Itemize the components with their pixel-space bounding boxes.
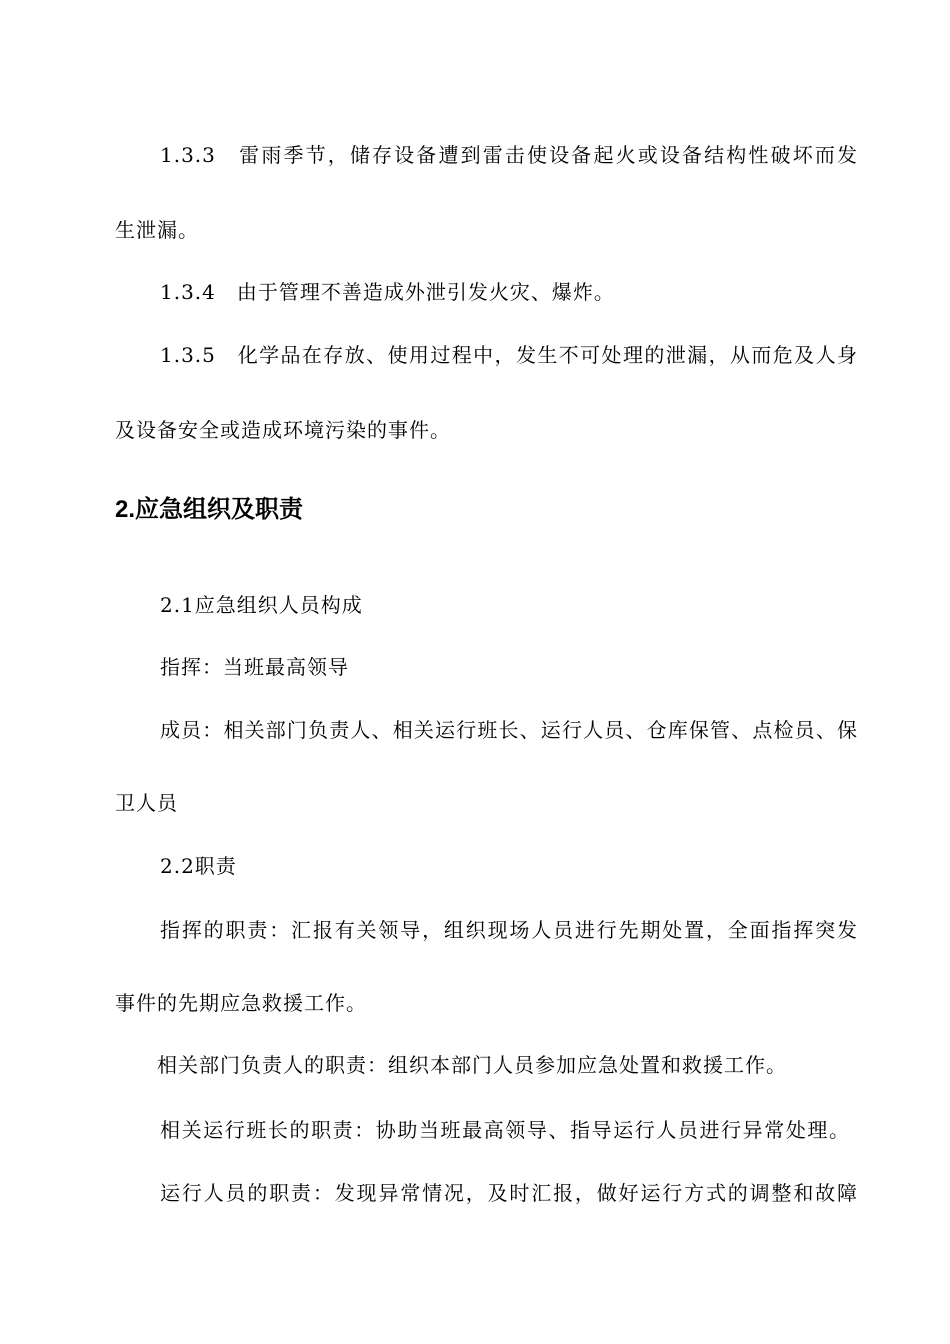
sub-2-1-title: 2.1应急组织人员构成: [160, 593, 363, 617]
item-1-3-5-line1: 1.3.5 化学品在存放、使用过程中，发生不可处理的泄漏，从而危及人身: [160, 343, 858, 367]
section-2-heading: 2.应急组织及职责: [115, 496, 304, 523]
item-1-3-3-line2: 生泄漏。: [115, 218, 199, 242]
commander-duty-line2: 事件的先期应急救援工作。: [115, 991, 367, 1015]
commander-line: 指挥：当班最高领导: [160, 655, 349, 679]
shift-leader-duty: 相关运行班长的职责：协助当班最高领导、指导运行人员进行异常处理。: [160, 1118, 850, 1142]
sub-2-2-title: 2.2职责: [160, 854, 237, 878]
members-line2: 卫人员: [115, 791, 178, 815]
item-1-3-4: 1.3.4 由于管理不善造成外泄引发火灾、爆炸。: [160, 280, 615, 304]
operator-duty-line1: 运行人员的职责：发现异常情况，及时汇报，做好运行方式的调整和故障: [160, 1181, 858, 1205]
item-1-3-5-line2: 及设备安全或造成环境污染的事件。: [115, 418, 451, 442]
dept-head-duty: 相关部门负责人的职责：组织本部门人员参加应急处置和救援工作。: [157, 1053, 787, 1077]
commander-duty-line1: 指挥的职责：汇报有关领导，组织现场人员进行先期处置，全面指挥突发: [160, 918, 858, 942]
item-1-3-3-line1: 1.3.3 雷雨季节，储存设备遭到雷击使设备起火或设备结构性破坏而发: [160, 143, 858, 167]
members-line1: 成员：相关部门负责人、相关运行班长、运行人员、仓库保管、点检员、保: [160, 718, 858, 742]
